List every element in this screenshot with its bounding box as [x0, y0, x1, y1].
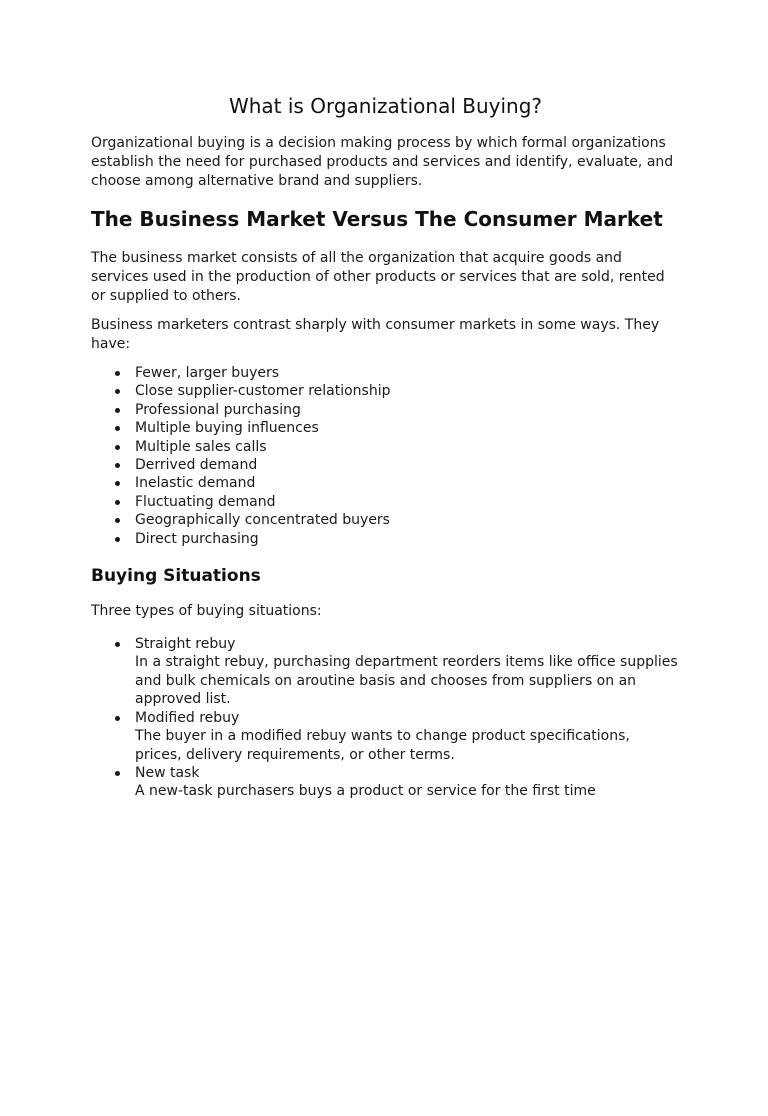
list-item-new-task	[135, 764, 680, 801]
situation-title: New task	[135, 764, 200, 781]
situation-description: In a straight rebuy, purchasing department reorders items like office supplies and bulk chemicals on aroutine basis and chooses from suppliers on an approved list.	[135, 654, 678, 708]
situation-description: A new-task purchasers buys a product or service for the first time	[135, 783, 596, 800]
list-item: Fluctuating demand	[135, 493, 680, 511]
page-title: What is Organizational Buying?	[228, 94, 543, 118]
document-page	[0, 92, 768, 1116]
situation-title: Modified rebuy	[135, 709, 240, 726]
list-item: Inelastic demand	[135, 474, 680, 492]
intro-paragraph: Organizational buying is a decision making process by which formal organizations establish the need for purchased products and services and identify, evaluate, and choose among alternative brand and suppliers.	[91, 135, 674, 189]
list-item: Close supplier-customer relationship	[135, 382, 680, 400]
list-item-straight-rebuy	[135, 635, 680, 709]
situation-description: The buyer in a modified rebuy wants to change product specifications, prices, delivery requirements, or other terms.	[135, 728, 630, 763]
business-market-paragraph: The business market consists of all the organization that acquire goods and services used in the production of other products or services that are sold, rented or supplied to others.	[91, 250, 665, 304]
list-item: Derrived demand	[135, 456, 680, 474]
list-item: Direct purchasing	[135, 530, 680, 548]
list-item: Professional purchasing	[135, 401, 680, 419]
business-market-characteristics-list	[91, 364, 680, 548]
section-heading-buying-situations: Buying Situations	[91, 566, 261, 587]
buying-situations-intro: Three types of buying situations:	[91, 603, 322, 620]
list-item-modified-rebuy	[135, 709, 680, 764]
buying-situations-list	[91, 635, 680, 801]
list-item: Geographically concentrated buyers	[135, 511, 680, 529]
list-item: Multiple sales calls	[135, 438, 680, 456]
business-marketers-paragraph: Business marketers contrast sharply with consumer markets in some ways. They have:	[91, 317, 660, 352]
situation-title: Straight rebuy	[135, 636, 236, 653]
list-item: Multiple buying influences	[135, 419, 680, 437]
section-heading-business-market: The Business Market Versus The Consumer Market	[91, 207, 663, 231]
list-item: Fewer, larger buyers	[135, 364, 680, 382]
